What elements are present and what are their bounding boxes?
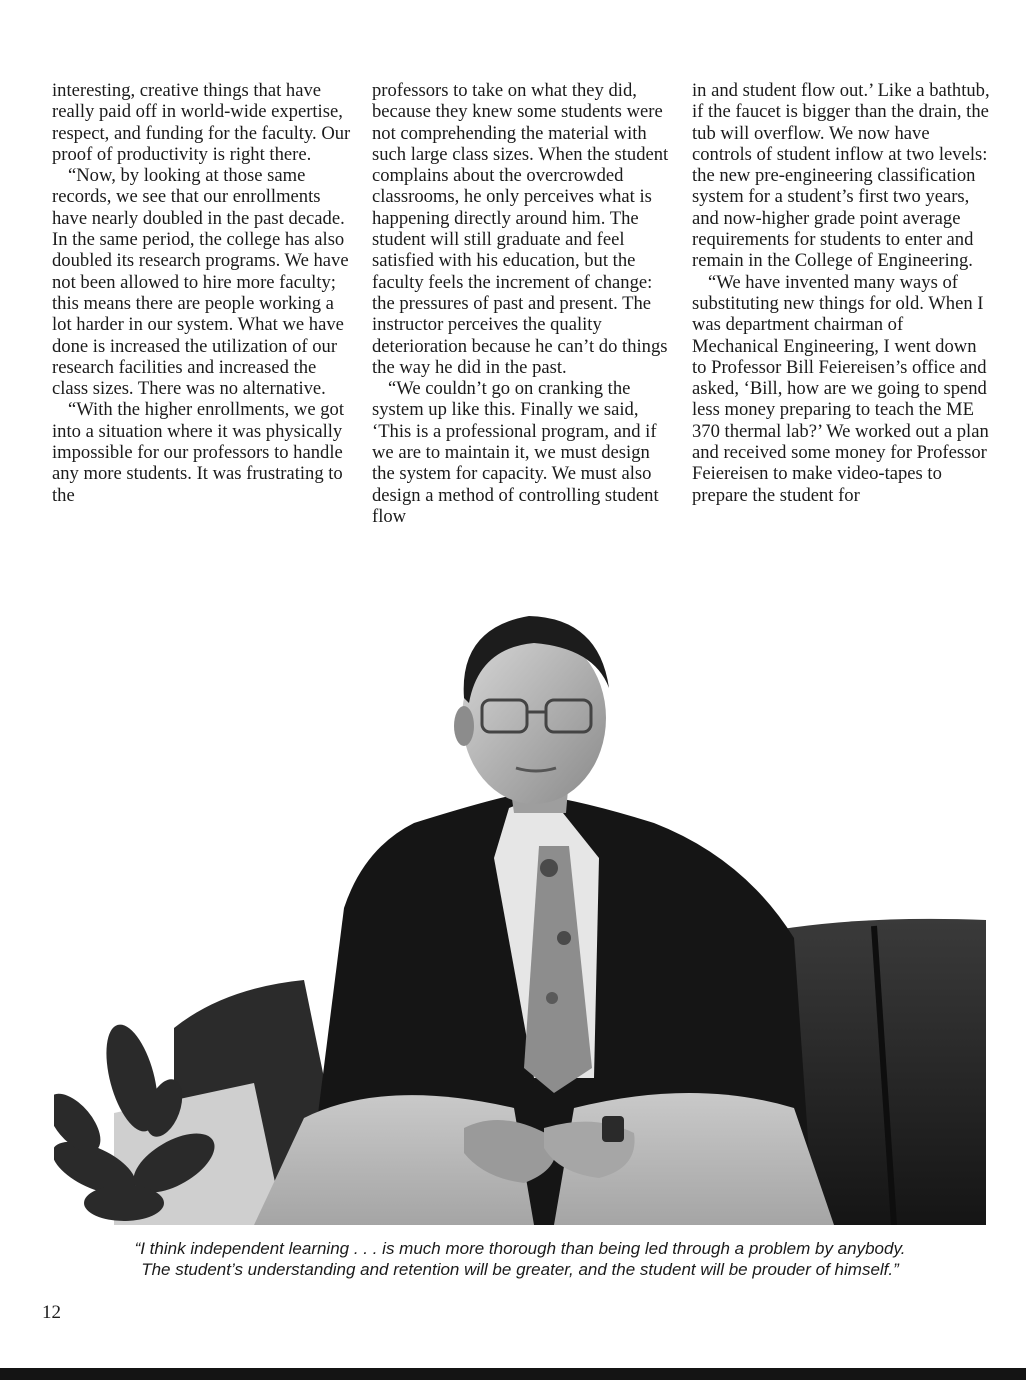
portrait-photo [54,608,986,1225]
caption-line: The student’s understanding and retention will be greater, and the student will be prouder of himself.” [141,1260,899,1279]
paragraph: “We couldn’t go on cranking the system up like this. Finally we said, ‘This is a professional program, and if we are to maintain it, we must design the system for capacity. We must also design a method of controlling student flow [372,378,659,527]
paragraph: in and student flow out.’ Like a bathtub, if the faucet is bigger than the drain, the tub will overflow. We now have controls of student inflow at two levels: the new pre-engineering classification system for a student’s first two years, and now-higher grade point average requirements for students to enter and remain in the College of Engineering. [692,80,990,272]
caption-line: “I think independent learning . . . is much more thorough than being led through a problem by anybody. [134,1239,906,1258]
paragraph: interesting, creative things that have really paid off in world-wide expertise, respect, and funding for the faculty. Our proof of productivity is right there. [52,80,351,165]
paragraph: “We have invented many ways of substituting new things for old. When I was department chairman of Mechanical Engineering, I went down to Professor Bill Feiereisen’s office and asked, ‘Bill, how are we going to spend less money preparing to teach the ME 370 thermal lab?’ We worked out a plan and received some money for Professor Feiereisen to make video-tapes to prepare the student for [692,271,989,506]
paragraph: “Now, by looking at those same records, we see that our enrollments have nearly doubled in the past decade. In the same period, the college has also doubled its research programs. We have not been allowed to hire more faculty; this means there are people working a lot harder in our system. What we have done is increased the utilization of our research facilities and increased the class sizes. There was no alternative. [52,165,349,400]
photo-caption [60,1238,980,1280]
text-column-2 [372,80,672,527]
paragraph: “With the higher enrollments, we got into a situation where it was physically impossible for our professors to handle any more students. It was frustrating to the [52,399,345,506]
watch-icon [602,1116,624,1142]
text-column-1 [52,80,352,506]
page-bottom-bar [0,1368,1026,1380]
text-column-3 [692,80,992,506]
page-number: 12 [42,1302,61,1323]
portrait-illustration [54,608,986,1225]
paragraph: professors to take on what they did, because they knew some students were not comprehending the material with such large class sizes. When the student complains about the overcrowded classrooms, he only perceives what is happening directly around him. The student will still graduate and feel satisfied with his education, but the faculty feels the increment of change: the pressures of past and present. The instructor perceives the quality deterioration because he can’t do things the way he did in the past. [372,80,669,378]
